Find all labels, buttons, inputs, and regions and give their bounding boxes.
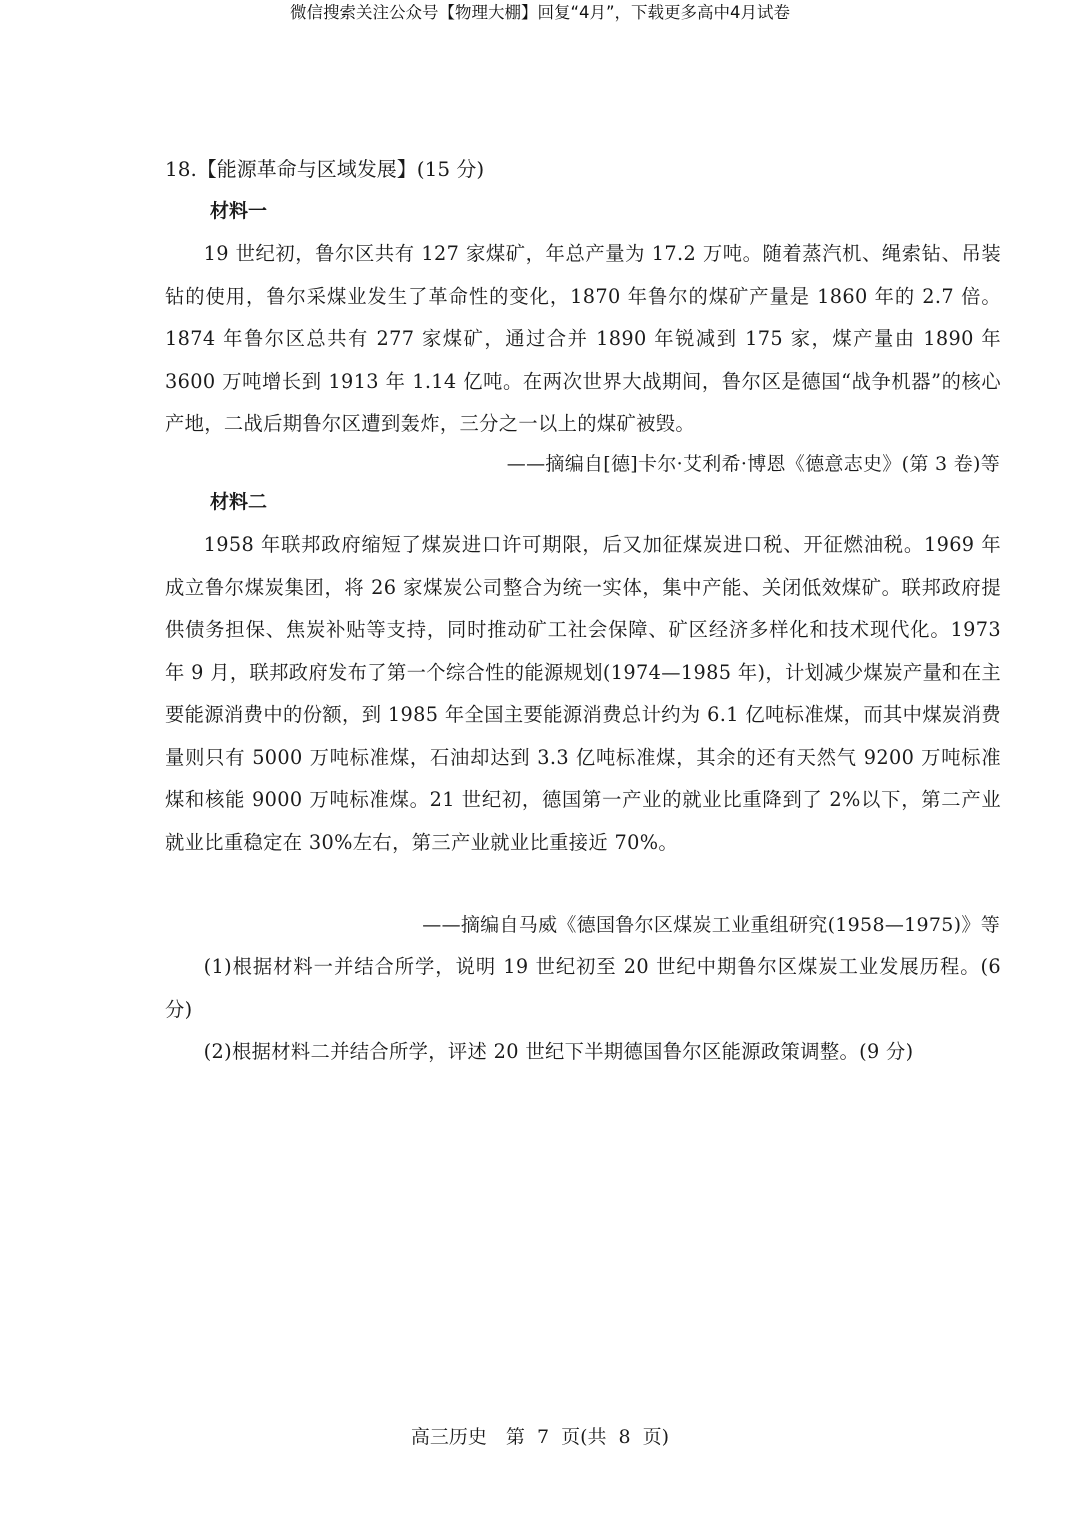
material-2-source: ——摘编自马威《德国鲁尔区煤炭工业重组研究(1958—1975)》等 — [422, 914, 1000, 936]
material-1-source: ——摘编自[德]卡尔·艾利希·博恩《德意志史》(第 3 卷)等 — [506, 453, 1000, 475]
question-title: 18.【能源革命与区域发展】(15 分) — [165, 157, 485, 181]
watermark-banner: 微信搜索关注公众号【物理大棚】回复“4月”，下载更多高中4月试卷 — [289, 3, 791, 22]
page-footer: 高三历史 第 7 页(共 8 页) — [410, 1426, 670, 1448]
sub-question-1: (1)根据材料一并结合所学，说明 19 世纪初至 20 世纪中期鲁尔区煤炭工业发展历程。(6 分) — [165, 955, 1001, 1021]
material-2-text: 1958 年联邦政府缩短了煤炭进口许可期限，后又加征煤炭进口税、开征燃油税。1969 年成立鲁尔煤炭集团，将 26 家煤炭公司整合为统一实体，集中产能、关闭低效煤矿。联邦政府提供债务担保、焦炭补贴等支持，同时推动矿工社会保障、矿区经济多样化和技术现代化。1973 年 9 月，联邦政府发布了第一个综合性的能源规划(1974—1985 年)，计划减少煤炭产量和在主要能源消费中的份额，到 1985 年全国主要能源消费总计约为 6.1 亿吨标准煤，而其中煤炭消费量则只有 5000 万吨标准煤，石油却达到 3.3 亿吨标准煤，其余的还有天然气 9200 万吨标准煤和核能 9000 万吨标准煤。21 世纪初，德国第一产业的就业比重降到了 2%以下，第二产业就业比重稳定在 30%左右，第三产业就业比重接近 70%。 — [165, 533, 1001, 854]
material-1-label: 材料一 — [210, 200, 268, 222]
material-1-text: 19 世纪初，鲁尔区共有 127 家煤矿，年总产量为 17.2 万吨。随着蒸汽机、绳索钻、吊装钻的使用，鲁尔采煤业发生了革命性的变化，1870 年鲁尔的煤矿产量是 1860 年的 2.7 倍。1874 年鲁尔区总共有 277 家煤矿，通过合并 1890 年锐减到 175 家，煤产量由 1890 年 3600 万吨增长到 1913 年 1.14 亿吨。在两次世界大战期间，鲁尔区是德国“战争机器”的核心产地，二战后期鲁尔区遭到轰炸，三分之一以上的煤矿被毁。 — [165, 242, 1001, 435]
sub-question-2: (2)根据材料二并结合所学，评述 20 世纪下半期德国鲁尔区能源政策调整。(9 分) — [203, 1040, 914, 1063]
material-2-label: 材料二 — [210, 491, 268, 513]
